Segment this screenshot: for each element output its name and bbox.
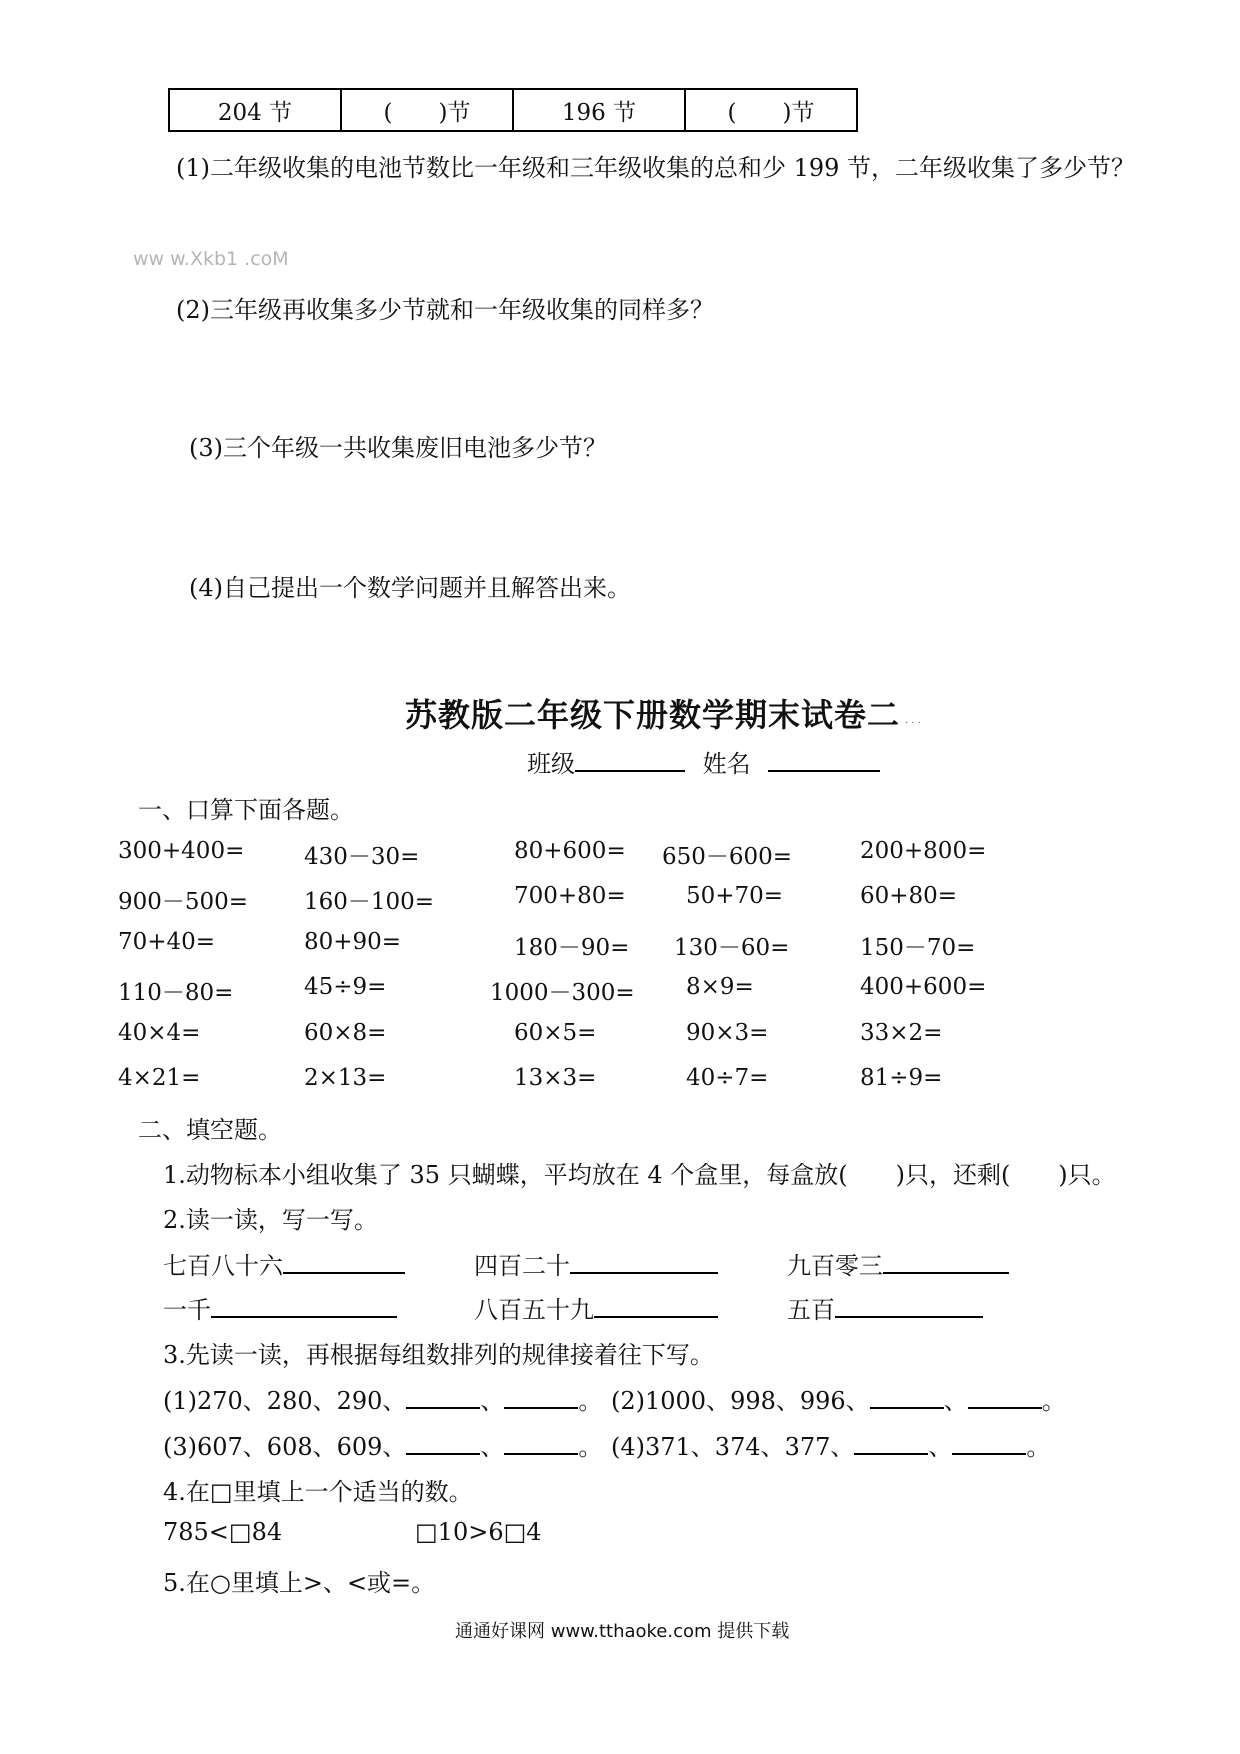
answer-blank[interactable] <box>406 1407 480 1409</box>
calc-item: 60×5= <box>514 1020 597 1046</box>
calc-item: 81÷9= <box>860 1065 943 1091</box>
calc-item: 80+600= <box>514 838 626 864</box>
sequence-item <box>163 1381 602 1416</box>
sequence-numbers: (3)607、608、609、 <box>163 1433 407 1461</box>
calc-item: 60+80= <box>860 883 958 909</box>
read-write-item <box>787 1290 983 1325</box>
calc-item: 300+400= <box>118 838 245 864</box>
footer-text: 通通好课网 www.tthaoke.com 提供下载 <box>455 1621 790 1642</box>
sequence-item <box>611 1427 1050 1462</box>
calc-item: 13×3= <box>514 1065 597 1091</box>
number-words: 四百二十 <box>474 1252 570 1280</box>
question-3: (3)三个年级一共收集废旧电池多少节？ <box>189 434 607 462</box>
read-write-item <box>474 1246 718 1281</box>
period: 。 <box>578 1433 603 1461</box>
separator: 、 <box>480 1387 505 1415</box>
battery-table <box>168 88 858 132</box>
calc-item: 160－100= <box>304 889 435 915</box>
answer-blank[interactable] <box>870 1407 944 1409</box>
table-cell-total: ( )节 <box>685 89 857 131</box>
fill-question-4: 4.在□里填上一个适当的数。 <box>163 1478 473 1506</box>
number-words: 九百零三 <box>787 1252 883 1280</box>
sequence-numbers: (4)371、374、377、 <box>611 1433 855 1461</box>
calc-item: 50+70= <box>686 883 784 909</box>
calc-item: 70+40= <box>118 929 216 955</box>
question-2: (2)三年级再收集多少节就和一年级收集的同样多？ <box>176 296 714 324</box>
title-dots: · · · <box>905 718 921 729</box>
answer-blank[interactable] <box>952 1453 1026 1455</box>
name-blank[interactable] <box>768 770 880 772</box>
separator: 、 <box>928 1433 953 1461</box>
section1-heading: 一、口算下面各题。 <box>138 796 354 824</box>
exam-title: 苏教版二年级下册数学期末试卷二 <box>405 696 901 734</box>
calc-item: 90×3= <box>686 1020 769 1046</box>
calc-item: 200+800= <box>860 838 987 864</box>
read-write-item <box>787 1246 1009 1281</box>
calc-item: 33×2= <box>860 1020 943 1046</box>
number-words: 五百 <box>787 1296 835 1324</box>
calc-item: 1000－300= <box>490 980 635 1006</box>
calc-item: 2×13= <box>304 1065 387 1091</box>
question-4: (4)自己提出一个数学问题并且解答出来。 <box>189 574 631 602</box>
period: 。 <box>1041 1387 1066 1415</box>
answer-blank[interactable] <box>504 1453 578 1455</box>
sequence-item <box>163 1427 602 1462</box>
calc-item: 80+90= <box>304 929 402 955</box>
class-blank[interactable] <box>575 770 685 772</box>
question-1: (1)二年级收集的电池节数比一年级和三年级收集的总和少 199 节，二年级收集了多少节？ <box>176 154 1136 182</box>
calc-item: 900－500= <box>118 889 249 915</box>
fill-question-5: 5.在○里填上>、<或=。 <box>163 1569 436 1597</box>
separator: 、 <box>943 1387 968 1415</box>
number-words: 八百五十九 <box>474 1296 594 1324</box>
calc-item: 180－90= <box>514 935 630 961</box>
calc-item: 40÷7= <box>686 1065 769 1091</box>
calc-item: 45÷9= <box>304 974 387 1000</box>
answer-blank[interactable] <box>211 1316 397 1318</box>
calc-item: 40×4= <box>118 1020 201 1046</box>
answer-blank[interactable] <box>594 1316 718 1318</box>
number-words: 七百八十六 <box>163 1252 283 1280</box>
watermark-text: ww w.Xkb1 .coM <box>133 248 289 270</box>
fill-question-3: 3.先读一读，再根据每组数排列的规律接着往下写。 <box>163 1341 714 1369</box>
read-write-item <box>163 1246 405 1281</box>
read-write-item <box>163 1290 397 1325</box>
answer-blank[interactable] <box>406 1453 480 1455</box>
answer-blank[interactable] <box>854 1453 928 1455</box>
inequality-item: 785<□84 <box>163 1518 283 1546</box>
calc-item: 130－60= <box>674 935 790 961</box>
separator: 、 <box>480 1433 505 1461</box>
class-label: 班级 <box>527 750 575 778</box>
fill-question-2: 2.读一读，写一写。 <box>163 1206 378 1234</box>
inequality-item: □10>6□4 <box>415 1518 542 1546</box>
sequence-numbers: (1)270、280、290、 <box>163 1387 407 1415</box>
name-label: 姓名 <box>702 750 751 778</box>
calc-item: 430－30= <box>304 844 420 870</box>
calc-item: 400+600= <box>860 974 987 1000</box>
answer-blank[interactable] <box>570 1272 718 1274</box>
period: 。 <box>578 1387 603 1415</box>
answer-blank[interactable] <box>504 1407 578 1409</box>
table-cell-grade1: 204 节 <box>169 89 341 131</box>
read-write-item <box>474 1290 718 1325</box>
answer-blank[interactable] <box>283 1272 405 1274</box>
period: 。 <box>1026 1433 1051 1461</box>
calc-item: 700+80= <box>514 883 626 909</box>
calc-item: 4×21= <box>118 1065 201 1091</box>
fill-question-1: 1.动物标本小组收集了 35 只蝴蝶，平均放在 4 个盒里，每盒放( )只，还剩( )只。 <box>163 1161 1116 1189</box>
calc-item: 110－80= <box>118 980 234 1006</box>
calc-item: 650－600= <box>662 844 793 870</box>
table-cell-grade3: 196 节 <box>513 89 685 131</box>
table-row <box>169 89 857 131</box>
answer-blank[interactable] <box>835 1316 983 1318</box>
sequence-item <box>611 1381 1066 1416</box>
calc-item: 150－70= <box>860 935 976 961</box>
section2-heading: 二、填空题。 <box>138 1116 282 1144</box>
calc-item: 8×9= <box>686 974 754 1000</box>
calc-item: 60×8= <box>304 1020 387 1046</box>
answer-blank[interactable] <box>968 1407 1042 1409</box>
sequence-numbers: (2)1000、998、996、 <box>611 1387 870 1415</box>
answer-blank[interactable] <box>883 1272 1009 1274</box>
table-cell-grade2: ( )节 <box>341 89 513 131</box>
number-words: 一千 <box>163 1296 211 1324</box>
class-name-line <box>527 744 880 779</box>
